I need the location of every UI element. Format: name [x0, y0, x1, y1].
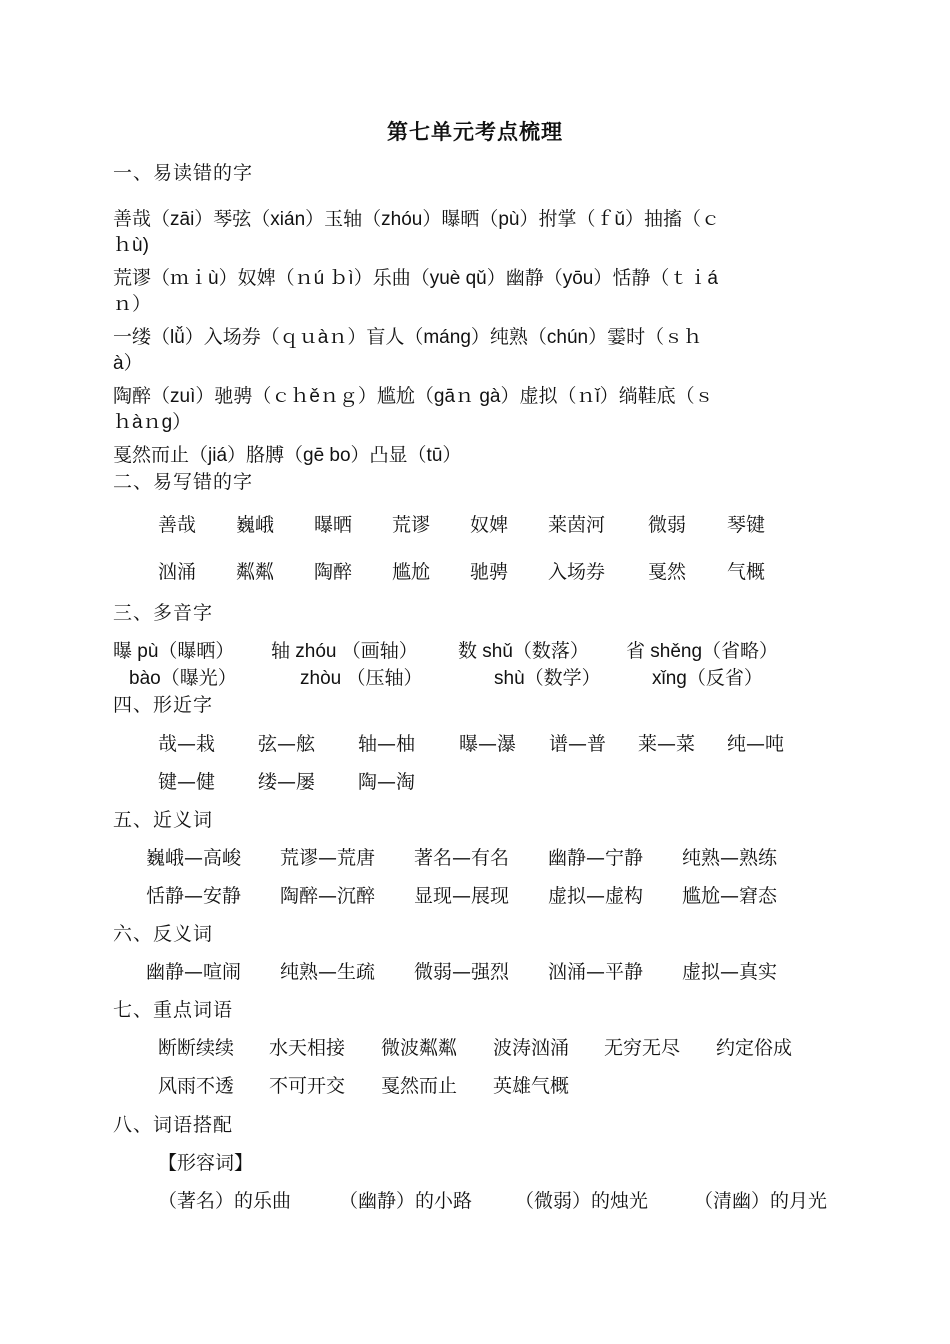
- word: 荒谬: [392, 514, 431, 536]
- pair: 陶—淘: [358, 771, 416, 793]
- pair: 巍峨—高峻: [146, 847, 242, 869]
- pair: 弦—舷: [258, 733, 316, 755]
- word: 戛然: [648, 561, 687, 583]
- pair: 轴—柚: [358, 733, 416, 755]
- s1-line: à）: [113, 353, 143, 374]
- pair: 恬静—安静: [146, 885, 242, 907]
- polyphone: zhòu （压轴）: [300, 668, 423, 689]
- pair: 微弱—强烈: [414, 961, 510, 983]
- phrase: 不可开交: [269, 1075, 346, 1097]
- pair: 汹涌—平静: [548, 961, 644, 983]
- s1-line: ｈù): [113, 235, 149, 256]
- s1-line: 一缕（lǚ）入场券（ｑｕàｎ）盲人（máng）纯熟（chún）霎时（ｓｈ: [113, 327, 703, 348]
- pair: 著名—有名: [414, 847, 510, 869]
- word: 气概: [727, 561, 766, 583]
- phrase: 微波粼粼: [381, 1037, 458, 1059]
- pair: 荒谬—荒唐: [280, 847, 376, 869]
- word: 琴键: [727, 514, 766, 536]
- phrase: 水天相接: [269, 1037, 346, 1059]
- pair: 纯熟—生疏: [280, 961, 376, 983]
- pair: 虚拟—虚构: [548, 885, 644, 907]
- section-3-heading: 三、多音字: [113, 602, 214, 624]
- section-5-heading: 五、近义词: [113, 809, 214, 831]
- polyphone: xǐng（反省）: [652, 668, 763, 689]
- pair: 缕—屡: [258, 771, 316, 793]
- phrase: 无穷无尽: [604, 1037, 681, 1059]
- word: 汹涌: [158, 561, 197, 583]
- word: 入场券: [548, 561, 606, 583]
- pair: 纯熟—熟练: [682, 847, 778, 869]
- s1-line: ｎ）: [113, 294, 152, 315]
- word: 巍峨: [236, 514, 275, 536]
- word: 莱茵河: [548, 514, 606, 536]
- word: 陶醉: [314, 561, 353, 583]
- section-1-heading: 一、易读错的字: [113, 162, 254, 184]
- section-6-heading: 六、反义词: [113, 923, 214, 945]
- collocation: （著名）的乐曲: [158, 1190, 292, 1212]
- word: 微弱: [648, 514, 687, 536]
- s1-line: 陶醉（zuì）驰骋（ｃｈěｎｇ）尴尬（gāｎ gà）虚拟（ｎǐ）绱鞋底（ｓ: [113, 386, 714, 407]
- polyphone: shù（数学）: [494, 668, 601, 689]
- phrase: 约定俗成: [716, 1037, 793, 1059]
- pair: 谱—普: [549, 733, 607, 755]
- pair: 幽静—喧闹: [146, 961, 242, 983]
- pair: 曝—瀑: [459, 733, 517, 755]
- s8-subheading: 【形容词】: [158, 1152, 254, 1174]
- word: 尴尬: [392, 561, 431, 583]
- s1-line: ｈàｎg）: [113, 412, 192, 433]
- collocation: （幽静）的小路: [339, 1190, 473, 1212]
- pair: 键—健: [158, 771, 216, 793]
- word: 粼粼: [236, 561, 275, 583]
- collocation: （微弱）的烛光: [515, 1190, 649, 1212]
- pair: 纯—吨: [727, 733, 785, 755]
- polyphone: 轴 zhóu （画轴）: [271, 641, 418, 662]
- word: 善哉: [158, 514, 197, 536]
- section-8-heading: 八、词语搭配: [113, 1114, 234, 1136]
- phrase: 英雄气概: [493, 1075, 570, 1097]
- polyphone: 曝 pù（曝晒）: [113, 641, 235, 662]
- collocation: （清幽）的月光: [694, 1190, 828, 1212]
- pair: 显现—展现: [414, 885, 510, 907]
- section-4-heading: 四、形近字: [113, 694, 214, 716]
- polyphone: 省 shěng（省略）: [626, 641, 779, 662]
- phrase: 波涛汹涌: [493, 1037, 570, 1059]
- phrase: 风雨不透: [158, 1075, 235, 1097]
- word: 曝晒: [314, 514, 353, 536]
- word: 驰骋: [470, 561, 509, 583]
- word: 奴婢: [470, 514, 509, 536]
- page-title: 第七单元考点梳理: [387, 120, 563, 144]
- pair: 虚拟—真实: [682, 961, 778, 983]
- s1-line: 善哉（zāi）琴弦（xián）玉轴（zhóu）曝晒（pù）拊掌（ｆǔ）抽搐（ｃ: [113, 209, 721, 230]
- phrase: 戛然而止: [381, 1075, 458, 1097]
- pair: 哉—栽: [158, 733, 216, 755]
- section-7-heading: 七、重点词语: [113, 999, 234, 1021]
- section-2-heading: 二、易写错的字: [113, 471, 254, 493]
- pair: 尴尬—窘态: [682, 885, 778, 907]
- s1-line: 荒谬（ｍｉù）奴婢（ｎú ｂì）乐曲（yuè qǔ）幽静（yōu）恬静（ｔｉá: [113, 268, 718, 289]
- polyphone: bào（曝光）: [129, 668, 237, 689]
- pair: 幽静—宁静: [548, 847, 644, 869]
- pair: 莱—菜: [638, 733, 696, 755]
- pair: 陶醉—沉醉: [280, 885, 376, 907]
- polyphone: 数 shǔ（数落）: [458, 641, 589, 662]
- phrase: 断断续续: [158, 1037, 235, 1059]
- s1-line: 戛然而止（jiá）胳膊（gē bo）凸显（tū）: [113, 445, 462, 466]
